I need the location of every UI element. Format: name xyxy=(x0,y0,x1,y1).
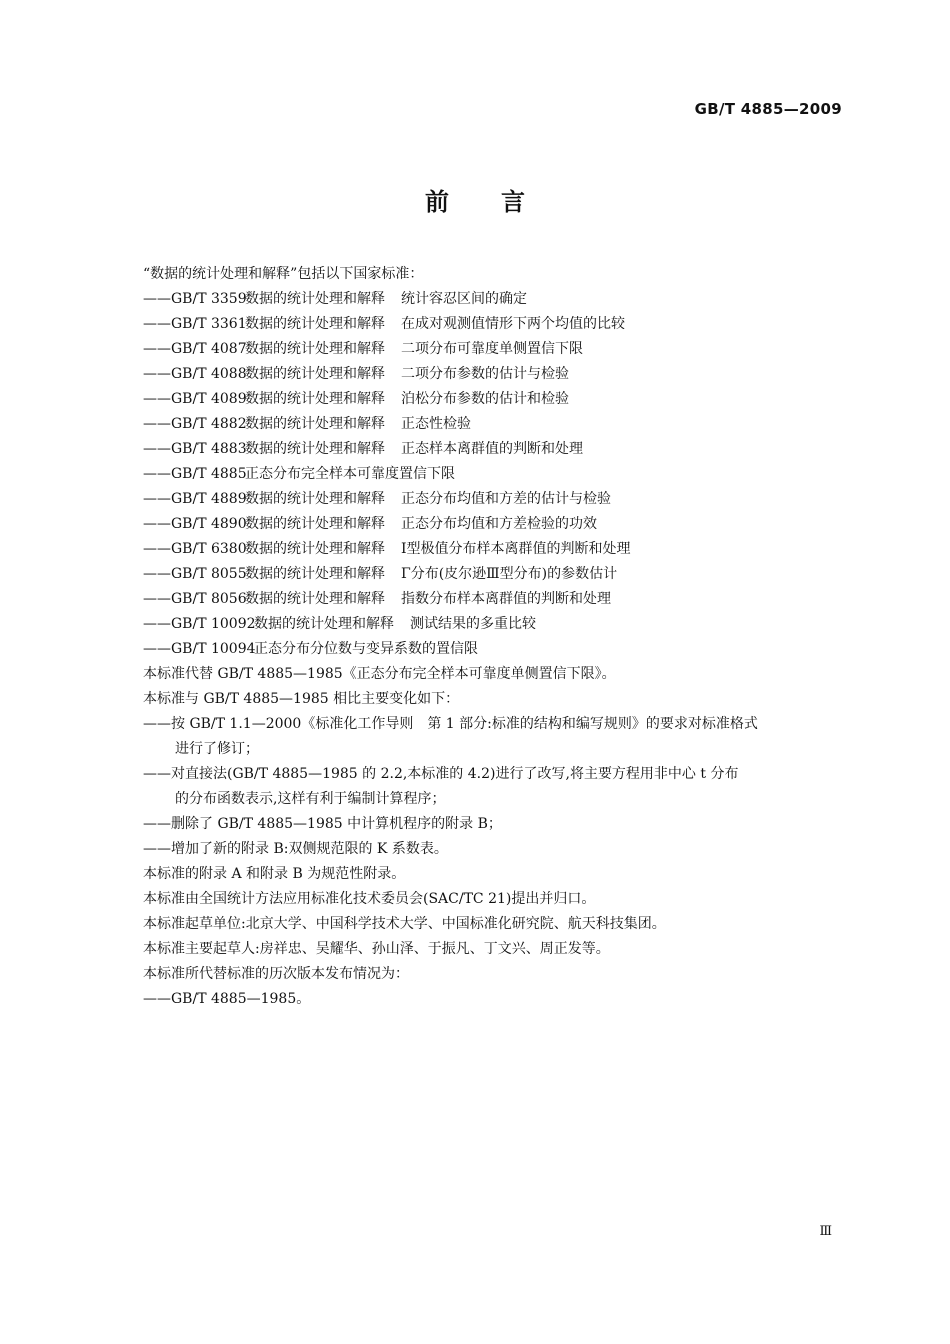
standard-code: ——GB/T 3359 xyxy=(143,291,247,307)
standard-code: ——GB/T 4885 xyxy=(143,466,247,482)
list-item xyxy=(143,287,843,312)
standard-subtitle: 测试结果的多重比较 xyxy=(410,616,536,632)
standard-subtitle: 二项分布可靠度单侧置信下限 xyxy=(401,341,583,357)
history-intro: 本标准所代替标准的历次版本发布情况为： xyxy=(143,966,409,982)
standard-code: ——GB/T 4890 xyxy=(143,516,247,532)
page-number: Ⅲ xyxy=(819,1224,832,1239)
appendix-note: 本标准的附录 A 和附录 B 为规范性附录。 xyxy=(143,866,406,882)
list-item xyxy=(143,512,843,537)
standard-subtitle: 二项分布参数的估计与检验 xyxy=(401,366,569,382)
list-item xyxy=(143,837,843,862)
standard-subtitle: 统计容忍区间的确定 xyxy=(401,291,527,307)
drafting-units: 本标准起草单位:北京大学、中国科学技术大学、中国标准化研究院、航天科技集团。 xyxy=(143,916,666,932)
standard-name: 数据的统计处理和解释 xyxy=(245,316,385,332)
standard-name: 数据的统计处理和解释 xyxy=(245,516,385,532)
change-line: ——对直接法(GB/T 4885—1985 的 2.2,本标准的 4.2)进行了改写,将主要方程用非中心 t 分布 xyxy=(143,766,739,782)
standard-name: 数据的统计处理和解释 xyxy=(245,341,385,357)
change-line: ——按 GB/T 1.1—2000《标准化工作导则 第 1 部分:标准的结构和编写规则》的要求对标准格式 xyxy=(143,716,758,732)
list-item xyxy=(143,537,843,562)
standard-name: 数据的统计处理和解释 xyxy=(245,591,385,607)
change-line-continued: 的分布函数表示,这样有利于编制计算程序； xyxy=(175,791,446,807)
standard-name: 数据的统计处理和解释 xyxy=(245,541,385,557)
list-item xyxy=(143,562,843,587)
standard-subtitle: 正态分布均值和方差检验的功效 xyxy=(401,516,597,532)
change-line: ——增加了新的附录 B:双侧规范限的 K 系数表。 xyxy=(143,841,448,857)
replaces-paragraph: 本标准代替 GB/T 4885—1985《正态分布完全样本可靠度单侧置信下限》。 xyxy=(143,666,616,682)
standard-code: ——GB/T 4883 xyxy=(143,441,247,457)
changes-list xyxy=(143,712,843,862)
standard-subtitle: 泊松分布参数的估计和检验 xyxy=(401,391,569,407)
standard-subtitle: 正态样本离群值的判断和处理 xyxy=(401,441,583,457)
standard-code: ——GB/T 3361 xyxy=(143,316,247,332)
list-item xyxy=(143,762,843,812)
standard-name: 数据的统计处理和解释 xyxy=(245,291,385,307)
standard-subtitle: 正态性检验 xyxy=(401,416,471,432)
standard-number-header: GB/T 4885—2009 xyxy=(694,100,842,118)
standard-code: ——GB/T 4088 xyxy=(143,366,247,382)
list-item xyxy=(143,812,843,837)
standard-name: 数据的统计处理和解释 xyxy=(245,416,385,432)
standard-subtitle: 指数分布样本离群值的判断和处理 xyxy=(401,591,611,607)
standard-name: 正态分布分位数与变异系数的置信限 xyxy=(254,641,478,657)
change-line: ——删除了 GB/T 4885—1985 中计算机程序的附录 B； xyxy=(143,816,502,832)
drafters: 本标准主要起草人:房祥忠、吴耀华、孙山泽、于振凡、丁文兴、周正发等。 xyxy=(143,941,610,957)
list-item xyxy=(143,337,843,362)
intro-paragraph: “数据的统计处理和解释”包括以下国家标准： xyxy=(143,266,424,282)
list-item xyxy=(143,412,843,437)
list-item xyxy=(143,362,843,387)
standard-name: 数据的统计处理和解释 xyxy=(254,616,394,632)
standard-code: ——GB/T 10092 xyxy=(143,616,256,632)
standard-subtitle: Ⅰ型极值分布样本离群值的判断和处理 xyxy=(401,541,631,557)
standard-code: ——GB/T 4087 xyxy=(143,341,247,357)
standard-name: 数据的统计处理和解释 xyxy=(245,366,385,382)
list-item xyxy=(143,437,843,462)
list-item xyxy=(143,312,843,337)
change-line-continued: 进行了修订； xyxy=(175,741,259,757)
list-item xyxy=(143,612,843,637)
list-item xyxy=(143,387,843,412)
standard-subtitle: 正态分布均值和方差的估计与检验 xyxy=(401,491,611,507)
list-item xyxy=(143,462,843,487)
standard-name: 正态分布完全样本可靠度置信下限 xyxy=(245,466,455,482)
standard-code: ——GB/T 10094 xyxy=(143,641,256,657)
standard-code: ——GB/T 4882 xyxy=(143,416,247,432)
standard-name: 数据的统计处理和解释 xyxy=(245,441,385,457)
foreword-body xyxy=(143,262,843,1012)
standard-subtitle: Γ分布(皮尔逊Ⅲ型分布)的参数估计 xyxy=(401,566,618,582)
history-item: ——GB/T 4885—1985。 xyxy=(143,991,311,1007)
standard-name: 数据的统计处理和解释 xyxy=(245,391,385,407)
page-title: 前言 xyxy=(425,188,577,216)
standard-name: 数据的统计处理和解释 xyxy=(245,491,385,507)
standards-list xyxy=(143,287,843,662)
standard-code: ——GB/T 8056 xyxy=(143,591,247,607)
changes-intro: 本标准与 GB/T 4885—1985 相比主要变化如下： xyxy=(143,691,460,707)
standard-code: ——GB/T 8055 xyxy=(143,566,247,582)
standard-code: ——GB/T 4089 xyxy=(143,391,247,407)
proposed-by: 本标准由全国统计方法应用标准化技术委员会(SAC/TC 21)提出并归口。 xyxy=(143,891,596,907)
standard-code: ——GB/T 4889 xyxy=(143,491,247,507)
standard-code: ——GB/T 6380 xyxy=(143,541,247,557)
list-item xyxy=(143,587,843,612)
standard-name: 数据的统计处理和解释 xyxy=(245,566,385,582)
list-item xyxy=(143,712,843,762)
list-item xyxy=(143,637,843,662)
standard-subtitle: 在成对观测值情形下两个均值的比较 xyxy=(401,316,625,332)
list-item xyxy=(143,487,843,512)
